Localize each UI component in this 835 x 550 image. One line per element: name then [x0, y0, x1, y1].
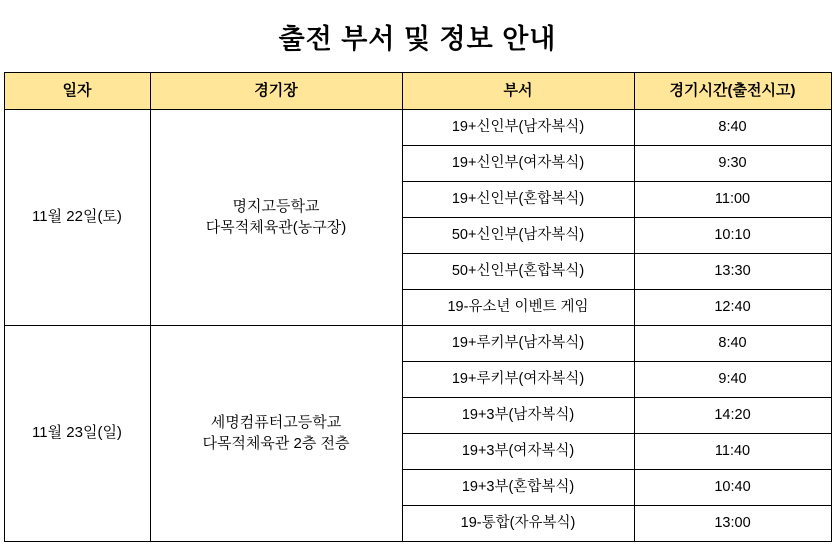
column-header-time: 경기시간(출전시고)	[634, 73, 831, 110]
table-row	[4, 326, 831, 362]
table-row	[4, 110, 831, 146]
division-cell: 50+신인부(남자복식)	[402, 218, 634, 254]
division-cell: 19+루키부(여자복식)	[402, 362, 634, 398]
division-cell: 19+신인부(혼합복식)	[402, 182, 634, 218]
time-cell: 12:40	[634, 290, 831, 326]
time-cell: 9:30	[634, 146, 831, 182]
table-body	[4, 110, 831, 542]
division-cell: 19+3부(여자복식)	[402, 434, 634, 470]
division-cell: 19-유소년 이벤트 게임	[402, 290, 634, 326]
schedule-table	[4, 72, 832, 542]
time-cell: 13:00	[634, 506, 831, 542]
venue-line: 명지고등학교	[232, 198, 320, 216]
division-cell: 19+3부(혼합복식)	[402, 470, 634, 506]
date-cell: 11월 23일(일)	[4, 326, 150, 542]
time-cell: 11:40	[634, 434, 831, 470]
venue-line: 세명컴퓨터고등학교	[210, 414, 342, 432]
column-header-date: 일자	[4, 73, 150, 110]
column-header-venue: 경기장	[150, 73, 402, 110]
date-cell: 11월 22일(토)	[4, 110, 150, 326]
table-header	[4, 73, 831, 110]
time-cell: 14:20	[634, 398, 831, 434]
division-cell: 19+3부(남자복식)	[402, 398, 634, 434]
division-cell: 50+신인부(혼합복식)	[402, 254, 634, 290]
time-cell: 10:10	[634, 218, 831, 254]
venue-line: 다목적체육관(농구장)	[205, 218, 347, 236]
division-cell: 19+신인부(남자복식)	[402, 110, 634, 146]
venue-cell	[150, 326, 402, 542]
column-header-division: 부서	[402, 73, 634, 110]
page-title: 출전 부서 및 정보 안내	[278, 24, 557, 54]
time-cell: 10:40	[634, 470, 831, 506]
time-cell: 9:40	[634, 362, 831, 398]
division-cell: 19-통합(자유복식)	[402, 506, 634, 542]
time-cell: 8:40	[634, 110, 831, 146]
time-cell: 11:00	[634, 182, 831, 218]
header-row	[4, 73, 831, 110]
time-cell: 8:40	[634, 326, 831, 362]
venue-line: 다목적체육관 2층 전층	[202, 434, 350, 452]
venue-cell	[150, 110, 402, 326]
division-cell: 19+루키부(남자복식)	[402, 326, 634, 362]
time-cell: 13:30	[634, 254, 831, 290]
division-cell: 19+신인부(여자복식)	[402, 146, 634, 182]
